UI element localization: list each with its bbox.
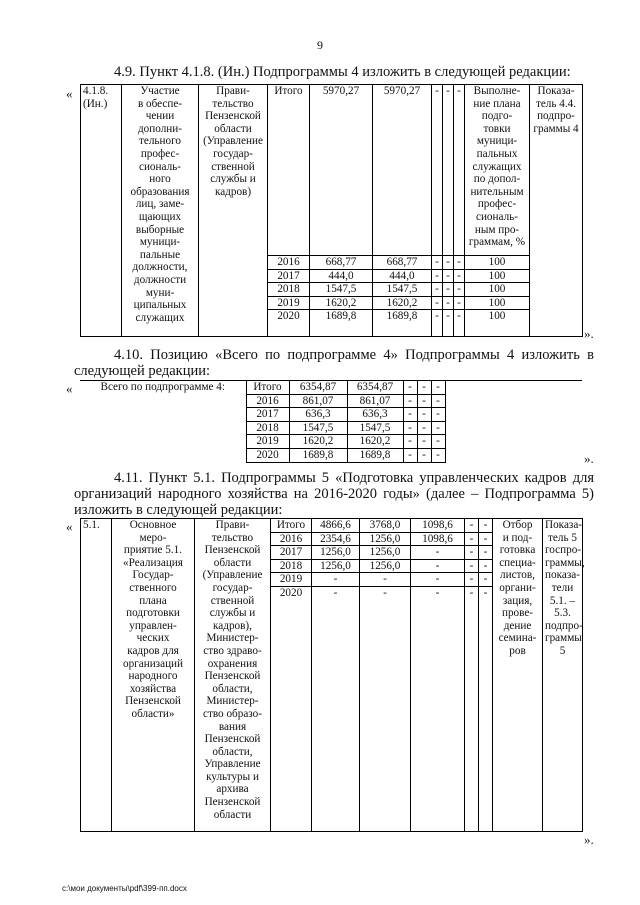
cell-line: Министер-: [206, 632, 259, 645]
cell-dash: -: [465, 559, 479, 573]
cell-year: 2016: [271, 532, 312, 546]
cell-year: 2019: [268, 296, 310, 310]
cell-line: службы и: [209, 607, 256, 620]
cell-line: служащих: [135, 311, 185, 324]
cell-line: готовка: [499, 544, 536, 557]
cell-dash: -: [479, 519, 493, 533]
cell-line: 5.1. – 5.3.: [549, 594, 576, 620]
cell-line: Государ-: [132, 569, 174, 582]
cell-line: листов,: [500, 569, 535, 582]
cell-dash: -: [432, 283, 443, 297]
cell-line: Основное: [129, 519, 177, 531]
cell-year: 2016: [268, 256, 310, 270]
cell-year: Итого: [246, 381, 289, 395]
cell-line: управлен-: [129, 619, 177, 632]
cell-line: ние плана: [473, 97, 521, 110]
cell-regional: 1547,5: [347, 421, 403, 435]
cell-line: должности,: [132, 261, 188, 274]
cell-line: приятие 5.1.: [123, 544, 183, 557]
cell-value: 100: [465, 269, 530, 283]
cell-line: зация,: [502, 594, 533, 607]
cell-line: Показа-: [545, 519, 583, 531]
cell-dash: -: [431, 448, 445, 462]
cell-value: 100: [465, 310, 530, 337]
cell-line: Пензенской: [204, 544, 261, 557]
cell-line: меро-: [139, 531, 167, 544]
cell-line: тельство: [211, 531, 254, 544]
cell-line: Пензенской: [125, 695, 181, 708]
cell-dash: -: [479, 559, 493, 573]
cell-line: (Ин.): [83, 97, 108, 110]
cell-line: тельство: [212, 97, 254, 110]
cell-line: ным про-: [474, 223, 520, 236]
cell-value: 100: [465, 283, 530, 297]
cell-year: 2017: [271, 546, 312, 560]
cell-dash: -: [417, 394, 431, 408]
item-number: [81, 85, 122, 337]
section-4-9-heading: 4.9. Пункт 4.1.8. (Ин.) Подпрограммы 4 изложить в следующей редакции:: [114, 64, 571, 80]
cell-line: дополни-: [137, 122, 182, 135]
cell-line: должности: [133, 273, 187, 286]
cell-dash: -: [432, 269, 443, 283]
table-total-4: [80, 380, 582, 463]
table-row: [81, 85, 583, 256]
item-name: [122, 85, 199, 337]
close-quote: ».: [584, 451, 594, 466]
cell-federal: 1098,6: [411, 519, 465, 533]
open-quote: «: [66, 86, 73, 101]
cell-dash: -: [443, 269, 454, 283]
cell-line: охранения: [207, 657, 258, 670]
cell-dash: -: [479, 573, 493, 587]
cell-line: подготовки: [126, 607, 180, 620]
total-label: Всего по подпрограмме 4:: [80, 381, 246, 463]
cell-dash: -: [479, 532, 493, 546]
cell-year: 2017: [268, 269, 310, 283]
cell-year: 2018: [271, 559, 312, 573]
cell-total: 861,07: [289, 394, 347, 408]
cell-line: прове-: [501, 607, 534, 620]
cell-dash: -: [454, 310, 465, 337]
cell-dash: -: [403, 435, 417, 449]
cell-line: области: [213, 556, 252, 569]
cell-dash: -: [432, 310, 443, 337]
cell-line: муници-: [139, 236, 181, 249]
cell-line: кадров),: [213, 619, 252, 632]
cell-dash: -: [454, 256, 465, 270]
cell-line: Управление: [204, 758, 261, 771]
cell-line: архива: [216, 783, 249, 796]
cell-line: показа-: [545, 569, 580, 582]
cell-dash: -: [431, 394, 445, 408]
cell-dash: -: [417, 408, 431, 422]
cell-dash: -: [432, 85, 443, 256]
cell-line: области: [213, 808, 252, 821]
cell-line: 5.1.: [83, 519, 100, 531]
cell-line: подго-: [481, 110, 513, 123]
empty-cell: [445, 381, 582, 463]
cell-dash: -: [454, 269, 465, 283]
cell-total: 1547,5: [310, 283, 373, 297]
cell-line: кадров для: [127, 644, 179, 657]
cell-line: образования: [130, 185, 190, 198]
cell-dash: -: [403, 448, 417, 462]
cell-year: 2019: [271, 573, 312, 587]
cell-line: культуры и: [206, 770, 259, 783]
cell-dash: -: [465, 546, 479, 560]
cell-regional: 1620,2: [373, 296, 432, 310]
cell-line: муници-: [476, 135, 518, 148]
cell-line: лиц, заме-: [135, 198, 185, 211]
cell-line: (Управление: [202, 569, 263, 582]
cell-line: «Реализация: [123, 556, 183, 569]
cell-line: органи-: [499, 581, 536, 594]
cell-line: Выполне-: [473, 85, 521, 97]
cell-total: 1689,8: [289, 448, 347, 462]
cell-regional: -: [360, 586, 411, 831]
cell-line: специа-: [499, 556, 536, 569]
cell-dash: -: [465, 573, 479, 587]
cell-dash: -: [417, 381, 431, 395]
cell-line: тель 5: [548, 531, 577, 544]
cell-line: в обеспе-: [137, 97, 183, 110]
cell-line: службы и: [210, 173, 256, 186]
cell-regional: 668,77: [373, 256, 432, 270]
cell-line: Отбор: [502, 519, 533, 531]
footer-file-path: c:\мои документы\pdf\399-пп.docx: [62, 884, 187, 893]
cell-year: 2020: [268, 310, 310, 337]
cell-federal: -: [411, 559, 465, 573]
cell-dash: -: [454, 283, 465, 297]
cell-line: служащих: [472, 160, 522, 173]
cell-federal: 1098,6: [411, 532, 465, 546]
cell-total: 4866,6: [312, 519, 360, 533]
cell-dash: -: [417, 435, 431, 449]
cell-total: 1256,0: [312, 546, 360, 560]
open-quote: «: [66, 381, 73, 396]
table-5-1: [80, 518, 583, 832]
cell-dash: -: [443, 256, 454, 270]
cell-line: подпро-: [537, 110, 575, 123]
item-link: [543, 519, 583, 832]
table-row: [80, 381, 582, 395]
cell-line: семина-: [498, 632, 537, 645]
cell-line: области: [214, 122, 252, 135]
cell-regional: 6354,87: [347, 381, 403, 395]
cell-total: 1620,2: [310, 296, 373, 310]
cell-line: народного: [128, 670, 178, 683]
cell-regional: 1256,0: [360, 546, 411, 560]
close-quote: ».: [584, 832, 594, 847]
item-executor: [195, 519, 271, 832]
cell-total: 444,0: [310, 269, 373, 283]
cell-total: 1256,0: [312, 559, 360, 573]
cell-line: Прави-: [216, 85, 250, 97]
cell-line: области,: [212, 682, 253, 695]
cell-line: пальные: [139, 248, 181, 261]
cell-line: ческих: [136, 632, 170, 645]
item-executor: [199, 85, 268, 337]
cell-year: 2020: [271, 586, 312, 831]
cell-dash: -: [479, 586, 493, 831]
cell-total: 6354,87: [289, 381, 347, 395]
cell-line: подпро-: [545, 619, 583, 632]
cell-dash: -: [403, 381, 417, 395]
cell-year: Итого: [271, 519, 312, 533]
cell-line: Пензенской: [204, 796, 261, 809]
page-number: 9: [317, 38, 323, 52]
cell-dash: -: [431, 435, 445, 449]
item-number: [81, 519, 112, 832]
cell-year: 2018: [268, 283, 310, 297]
open-quote: «: [66, 519, 73, 534]
table-row: [81, 519, 583, 533]
cell-total: 1689,8: [310, 310, 373, 337]
cell-dash: -: [417, 448, 431, 462]
cell-line: тельного: [138, 135, 182, 148]
cell-line: Пензенской: [204, 670, 261, 683]
cell-regional: 1620,2: [347, 435, 403, 449]
cell-regional: 861,07: [347, 394, 403, 408]
table-4-1-8: [80, 84, 583, 337]
cell-line: ственной: [211, 160, 255, 173]
cell-year: Итого: [268, 85, 310, 256]
cell-line: ство образо-: [203, 707, 262, 720]
cell-line: хозяйства: [129, 682, 177, 695]
cell-year: 2019: [246, 435, 289, 449]
cell-regional: 1689,8: [347, 448, 403, 462]
cell-regional: 1256,0: [360, 559, 411, 573]
section-4-10-heading: 4.10. Позицию «Всего по подпрограмме 4» Подпрограммы 4 изложить в следующей редакции:: [74, 347, 594, 379]
cell-value: 100: [465, 256, 530, 270]
cell-total: 1620,2: [289, 435, 347, 449]
close-quote: ».: [584, 326, 594, 341]
cell-regional: 636,3: [347, 408, 403, 422]
cell-dash: -: [431, 408, 445, 422]
cell-line: граммы 5: [545, 632, 582, 657]
cell-line: 4.1.8.: [83, 85, 109, 97]
cell-total: 5970,27: [310, 85, 373, 256]
cell-line: Пензенской: [204, 733, 261, 746]
cell-line: пальных: [476, 147, 518, 160]
cell-regional: 1547,5: [373, 283, 432, 297]
cell-line: Пензенской: [205, 110, 261, 123]
cell-line: сиональ-: [475, 210, 518, 223]
cell-line: тели: [551, 581, 574, 594]
item-indicator: [465, 85, 530, 256]
cell-line: по допол-: [473, 173, 521, 186]
cell-line: выборные: [135, 223, 185, 236]
cell-line: госпро-: [545, 544, 582, 557]
cell-line: (Управление: [203, 135, 263, 148]
cell-total: 668,77: [310, 256, 373, 270]
cell-dash: -: [479, 546, 493, 560]
cell-dash: -: [417, 421, 431, 435]
cell-line: ров: [509, 644, 526, 657]
cell-dash: -: [431, 421, 445, 435]
cell-line: тель 4.4.: [535, 97, 577, 110]
cell-line: щающих: [138, 210, 182, 223]
cell-federal: -: [411, 573, 465, 587]
cell-federal: -: [411, 546, 465, 560]
cell-line: государ-: [213, 147, 253, 160]
cell-dash: -: [443, 85, 454, 256]
cell-dash: -: [403, 408, 417, 422]
cell-dash: -: [432, 296, 443, 310]
cell-dash: -: [431, 381, 445, 395]
cell-line: ство здраво-: [203, 644, 262, 657]
cell-dash: -: [443, 283, 454, 297]
cell-line: сиональ-: [138, 160, 181, 173]
cell-dash: -: [465, 532, 479, 546]
cell-regional: 1256,0: [360, 532, 411, 546]
item-link: [530, 85, 583, 337]
cell-dash: -: [443, 310, 454, 337]
cell-line: Прави-: [215, 519, 250, 531]
cell-line: Министер-: [206, 695, 259, 708]
cell-total: -: [312, 586, 360, 831]
cell-regional: 5970,27: [373, 85, 432, 256]
cell-dash: -: [403, 421, 417, 435]
cell-line: профес-: [477, 198, 517, 211]
cell-line: граммам, %: [468, 236, 526, 249]
cell-line: и под-: [502, 531, 533, 544]
cell-year: 2018: [246, 421, 289, 435]
cell-line: муни-: [145, 286, 175, 299]
cell-dash: -: [454, 85, 465, 256]
cell-year: 2016: [246, 394, 289, 408]
cell-line: области,: [212, 745, 253, 758]
cell-line: вания: [218, 720, 247, 733]
cell-dash: -: [432, 256, 443, 270]
cell-line: профес-: [140, 147, 180, 160]
cell-dash: -: [403, 394, 417, 408]
item-indicator: [493, 519, 543, 832]
cell-line: кадров): [214, 185, 252, 198]
cell-value: 100: [465, 296, 530, 310]
cell-line: организаций: [122, 657, 184, 670]
cell-line: товки: [483, 122, 511, 135]
cell-dash: -: [443, 296, 454, 310]
cell-line: граммы 4: [533, 122, 579, 135]
section-4-11-heading: 4.11. Пункт 5.1. Подпрограммы 5 «Подготовка управленческих кадров для организаций народного хозяйства на 2016-2020 годы» (далее – Подпрограмма 5) изложить в следующей редакции:: [74, 470, 594, 518]
cell-line: государ-: [212, 581, 253, 594]
cell-regional: 444,0: [373, 269, 432, 283]
cell-regional: 3768,0: [360, 519, 411, 533]
cell-total: -: [312, 573, 360, 587]
cell-line: Показа-: [537, 85, 575, 97]
cell-dash: -: [454, 296, 465, 310]
cell-total: 2354,6: [312, 532, 360, 546]
cell-year: 2020: [246, 448, 289, 462]
cell-line: чении: [145, 110, 175, 123]
cell-federal: -: [411, 586, 465, 831]
cell-line: ственной: [210, 594, 255, 607]
cell-line: нительным: [470, 185, 524, 198]
cell-line: области»: [131, 707, 175, 720]
cell-total: 1547,5: [289, 421, 347, 435]
cell-line: ципальных: [133, 299, 187, 312]
cell-dash: -: [465, 519, 479, 533]
cell-line: Участие: [140, 85, 180, 97]
cell-line: плана: [139, 594, 167, 607]
item-name: [112, 519, 195, 832]
cell-year: 2017: [246, 408, 289, 422]
cell-total: 636,3: [289, 408, 347, 422]
cell-line: дение: [503, 619, 532, 632]
cell-line: граммы,: [545, 556, 585, 569]
cell-regional: -: [360, 573, 411, 587]
cell-line: ного: [149, 173, 171, 186]
cell-regional: 1689,8: [373, 310, 432, 337]
cell-dash: -: [465, 586, 479, 831]
cell-line: ственного: [129, 581, 177, 594]
